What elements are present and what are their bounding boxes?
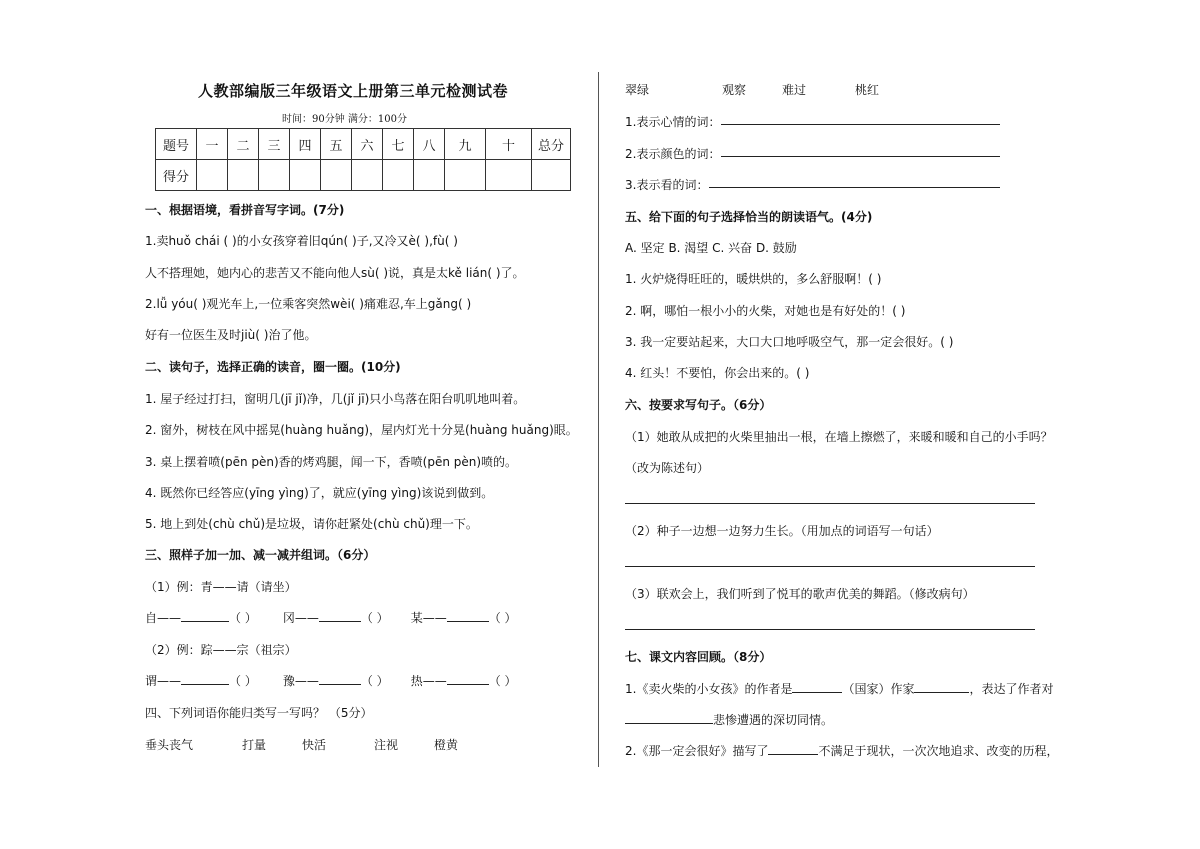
question-text: 2.《那一定会很好》描写了: [625, 744, 769, 758]
score-input-cell[interactable]: [486, 160, 532, 191]
fill-item-label: 冈——: [282, 611, 319, 625]
question-line: 好有一位医生及时jiù( )治了他。: [145, 328, 317, 342]
section-1-heading: 一、根据语境，看拼音写字词。(7分): [145, 203, 345, 217]
question-line: 3. 我一定要站起来，大口大口地呼吸空气，那一定会很好。( ): [625, 335, 954, 349]
table-cell: 十: [486, 129, 532, 160]
page-title: 人教部编版三年级语文上册第三单元检测试卷: [198, 82, 509, 100]
question-line: 4. 既然你已经答应(yīng yìng)了，就应(yīng yìng)该说到做到。: [145, 486, 494, 500]
answer-blank[interactable]: [319, 684, 361, 685]
question-line: 1. 屋子经过打扫，窗明几(jī jǐ)净，几(jǐ jī)只小鸟落在阳台叽叽地叫着。: [145, 392, 526, 406]
score-input-cell[interactable]: [197, 160, 228, 191]
fill-item-label: 豫——: [282, 674, 319, 688]
answer-line[interactable]: [625, 629, 1035, 630]
score-input-cell[interactable]: [228, 160, 259, 191]
category-label: 3.表示看的词：: [625, 178, 709, 192]
table-cell: 六: [352, 129, 383, 160]
paren: （ ）: [360, 611, 389, 625]
table-cell: 三: [259, 129, 290, 160]
answer-blank[interactable]: [768, 754, 818, 755]
table-cell: 总分: [532, 129, 571, 160]
fill-row: [145, 609, 517, 626]
answer-blank[interactable]: [447, 684, 489, 685]
question-line: （改为陈述句）: [625, 461, 710, 475]
score-table-header-row: [156, 129, 571, 160]
score-table: [155, 128, 571, 191]
score-input-cell[interactable]: [383, 160, 414, 191]
score-input-cell[interactable]: [532, 160, 571, 191]
example-line: （1）例：青——请（请坐）: [145, 580, 297, 594]
answer-line[interactable]: [625, 566, 1035, 567]
question-line: 1.卖huǒ chái ( )的小女孩穿着旧qún( )子,又冷又è( ),fù( ): [145, 234, 458, 248]
fill-item-label: 热——: [410, 674, 447, 688]
paren: （ ）: [229, 674, 257, 688]
word-bank-item: 桃红: [855, 83, 880, 97]
word-bank-item: 翠绿: [625, 83, 650, 97]
exam-info: 时间：90分钟 满分：100分: [282, 114, 407, 125]
table-cell: 八: [414, 129, 445, 160]
table-cell: 题号: [156, 129, 197, 160]
score-input-cell[interactable]: [290, 160, 321, 191]
question-text: 1.《卖火柴的小女孩》的作者是: [625, 682, 793, 696]
answer-line[interactable]: [709, 187, 1000, 188]
question-line: 人不搭理她，她内心的悲苦又不能向他人sù( )说，真是太kě lián( )了。: [145, 266, 525, 280]
paren: （ ）: [360, 674, 389, 688]
answer-blank[interactable]: [625, 723, 713, 724]
question-text: ，表达了作者对: [969, 682, 1054, 696]
question-line: 1. 火炉烧得旺旺的，暖烘烘的，多么舒服啊！( ): [625, 272, 882, 286]
table-cell: 得分: [156, 160, 197, 191]
option-list: A. 坚定 B. 渴望 C. 兴奋 D. 鼓励: [625, 241, 797, 255]
category-label: 2.表示颜色的词：: [625, 147, 721, 161]
question-text: （国家）作家: [842, 682, 915, 696]
question-line: 5. 地上到处(chù chǔ)是垃圾，请你赶紧处(chù chǔ)理一下。: [145, 517, 478, 531]
table-cell: 四: [290, 129, 321, 160]
answer-line[interactable]: [721, 124, 1000, 125]
section-6-heading: 六、按要求写句子。（6分）: [625, 398, 772, 412]
table-cell: 一: [197, 129, 228, 160]
fill-item-label: 某——: [410, 611, 447, 625]
score-table-score-row: [156, 160, 571, 191]
paren: （ ）: [488, 611, 517, 625]
section-3-heading: 三、照样子加一加、减一减并组词。（6分）: [145, 548, 376, 562]
section-7-heading: 七、课文内容回顾。（8分）: [625, 650, 772, 664]
score-input-cell[interactable]: [445, 160, 486, 191]
table-cell: 二: [228, 129, 259, 160]
word-bank-item: 快活: [302, 738, 327, 752]
word-bank-item: 打量: [242, 738, 267, 752]
question-line: 2.lǚ yóu( )观光车上,一位乘客突然wèi( )痛难忍,车上gǎng( ): [145, 297, 472, 311]
answer-line[interactable]: [721, 156, 1000, 157]
score-input-cell[interactable]: [321, 160, 352, 191]
answer-blank[interactable]: [181, 684, 229, 685]
fill-line: [625, 742, 1058, 759]
question-line: 2. 啊，哪怕一根小小的火柴，对她也是有好处的！( ): [625, 304, 906, 318]
fill-item-label: 自——: [145, 611, 182, 625]
section-4-heading: 四、下列词语你能归类写一写吗？ （5分）: [145, 706, 373, 720]
column-divider: [598, 72, 599, 767]
question-line: 3. 桌上摆着喷(pēn pèn)香的烤鸡腿，闻一下，香喷(pēn pèn)喷的。: [145, 455, 518, 469]
question-text: 悲惨遭遇的深切同情。: [713, 713, 834, 727]
word-bank-item: 观察: [722, 83, 747, 97]
question-line: 4. 红头！不要怕，你会出来的。( ): [625, 366, 810, 380]
section-2-heading: 二、读句子，选择正确的读音，圈一圈。(10分): [145, 360, 401, 374]
score-input-cell[interactable]: [259, 160, 290, 191]
answer-blank[interactable]: [914, 692, 969, 693]
question-line: （3）联欢会上，我们听到了悦耳的歌声优美的舞蹈。（修改病句）: [625, 587, 975, 601]
fill-item-label: 谓——: [145, 674, 182, 688]
score-input-cell[interactable]: [352, 160, 383, 191]
fill-line: [625, 680, 1053, 697]
paren: （ ）: [488, 674, 517, 688]
question-line: 2. 窗外，树枝在风中摇晃(huàng huǎng)，屋内灯光十分晃(huàng huǎng)眼。: [145, 423, 578, 437]
question-text: 不满足于现状，一次次地追求、改变的历程，: [818, 744, 1059, 758]
table-cell: 五: [321, 129, 352, 160]
table-cell: 七: [383, 129, 414, 160]
word-bank-item: 注视: [374, 738, 399, 752]
answer-blank[interactable]: [447, 621, 489, 622]
word-bank-item: 垂头丧气: [145, 738, 194, 752]
answer-blank[interactable]: [181, 621, 229, 622]
word-bank-item: 橙黄: [434, 738, 459, 752]
fill-row: [145, 672, 517, 689]
example-line: （2）例：踪——宗（祖宗）: [145, 643, 297, 657]
answer-blank[interactable]: [792, 692, 842, 693]
category-label: 1.表示心情的词：: [625, 115, 721, 129]
fill-line: [625, 711, 833, 728]
section-5-heading: 五、给下面的句子选择恰当的朗读语气。(4分): [625, 210, 873, 224]
question-line: （2）种子一边想一边努力生长。（用加点的词语写一句话）: [625, 524, 939, 538]
table-cell: 九: [445, 129, 486, 160]
word-bank-item: 难过: [782, 83, 807, 97]
answer-line[interactable]: [625, 503, 1035, 504]
question-line: （1）她敢从成把的火柴里抽出一根，在墙上擦燃了，来暖和暖和自己的小手吗？: [625, 430, 1053, 444]
paren: （ ）: [229, 611, 257, 625]
answer-blank[interactable]: [319, 621, 361, 622]
score-input-cell[interactable]: [414, 160, 445, 191]
